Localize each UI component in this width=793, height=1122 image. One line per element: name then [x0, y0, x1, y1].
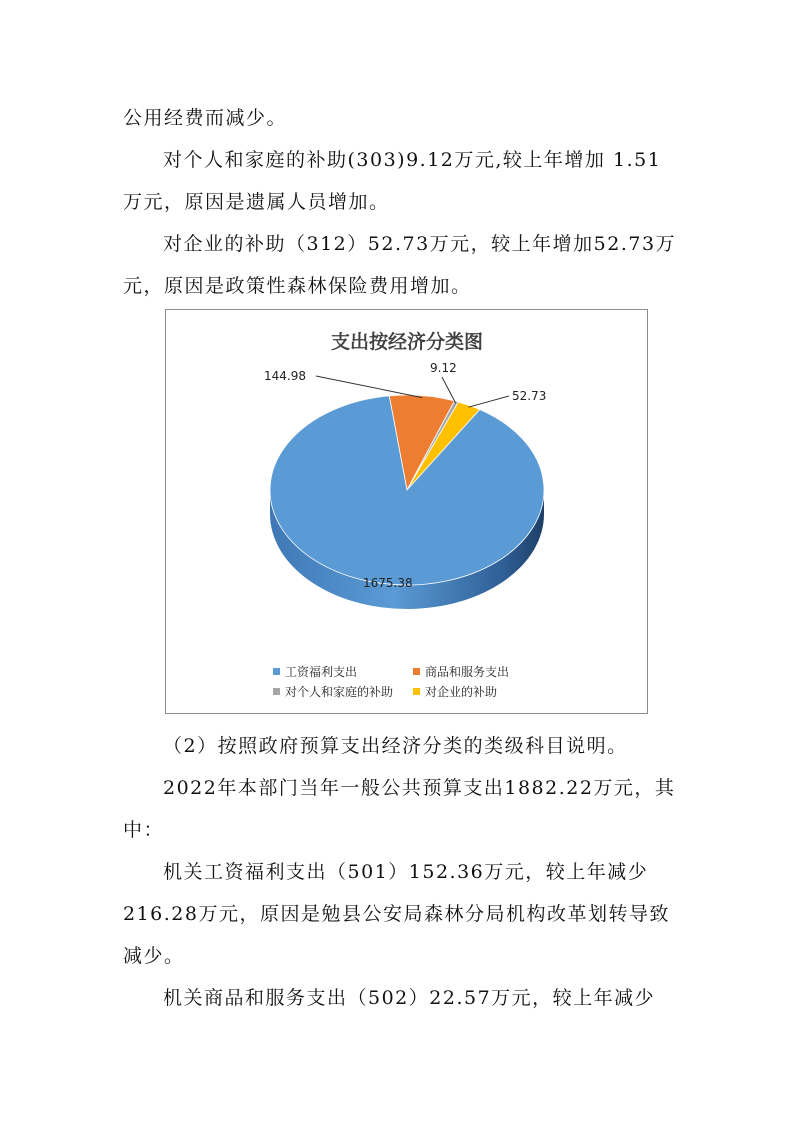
text-line: 对企业的补助（312）52.73万元，较上年增加52.73万	[163, 233, 677, 255]
text-line: 万元，原因是遗属人员增加。	[123, 191, 390, 213]
legend-label-3: 对企业的补助	[425, 685, 498, 699]
legend-swatch-1	[413, 668, 420, 675]
value-label-1: 144.98	[264, 369, 306, 383]
text-line: 减少。	[123, 945, 185, 967]
text-line: 中：	[123, 819, 165, 841]
text-line: 机关商品和服务支出（502）22.57万元，较上年减少	[163, 987, 656, 1009]
legend-label-0: 工资福利支出	[285, 665, 358, 679]
text-line: 216.28万元，原因是勉县公安局森林分局机构改革划转导致	[123, 903, 670, 925]
pie-chart	[165, 309, 648, 714]
value-label-2: 9.12	[430, 361, 457, 375]
legend-label-1: 商品和服务支出	[425, 665, 510, 679]
value-label-3: 52.73	[512, 389, 547, 403]
text-line: 机关工资福利支出（501）152.36万元，较上年减少	[163, 861, 649, 883]
legend-swatch-0	[273, 668, 280, 675]
leader-line-3	[468, 396, 509, 407]
legend-label-2: 对个人和家庭的补助	[285, 685, 394, 699]
value-label-0: 1675.38	[363, 576, 413, 590]
chart-title: 支出按经济分类图	[330, 331, 484, 353]
pie-chart-svg	[166, 310, 649, 715]
text-line: 对个人和家庭的补助(303)9.12万元,较上年增加 1.51	[163, 149, 662, 171]
legend-swatch-3	[413, 688, 420, 695]
legend-swatch-2	[273, 688, 280, 695]
text-line: 公用经费而减少。	[123, 107, 288, 129]
leader-line-1	[316, 376, 422, 398]
text-line: （2）按照政府预算支出经济分类的类级科目说明。	[163, 735, 628, 757]
text-line: 2022年本部门当年一般公共预算支出1882.22万元，其	[163, 777, 676, 799]
text-line: 元，原因是政策性森林保险费用增加。	[123, 275, 472, 297]
